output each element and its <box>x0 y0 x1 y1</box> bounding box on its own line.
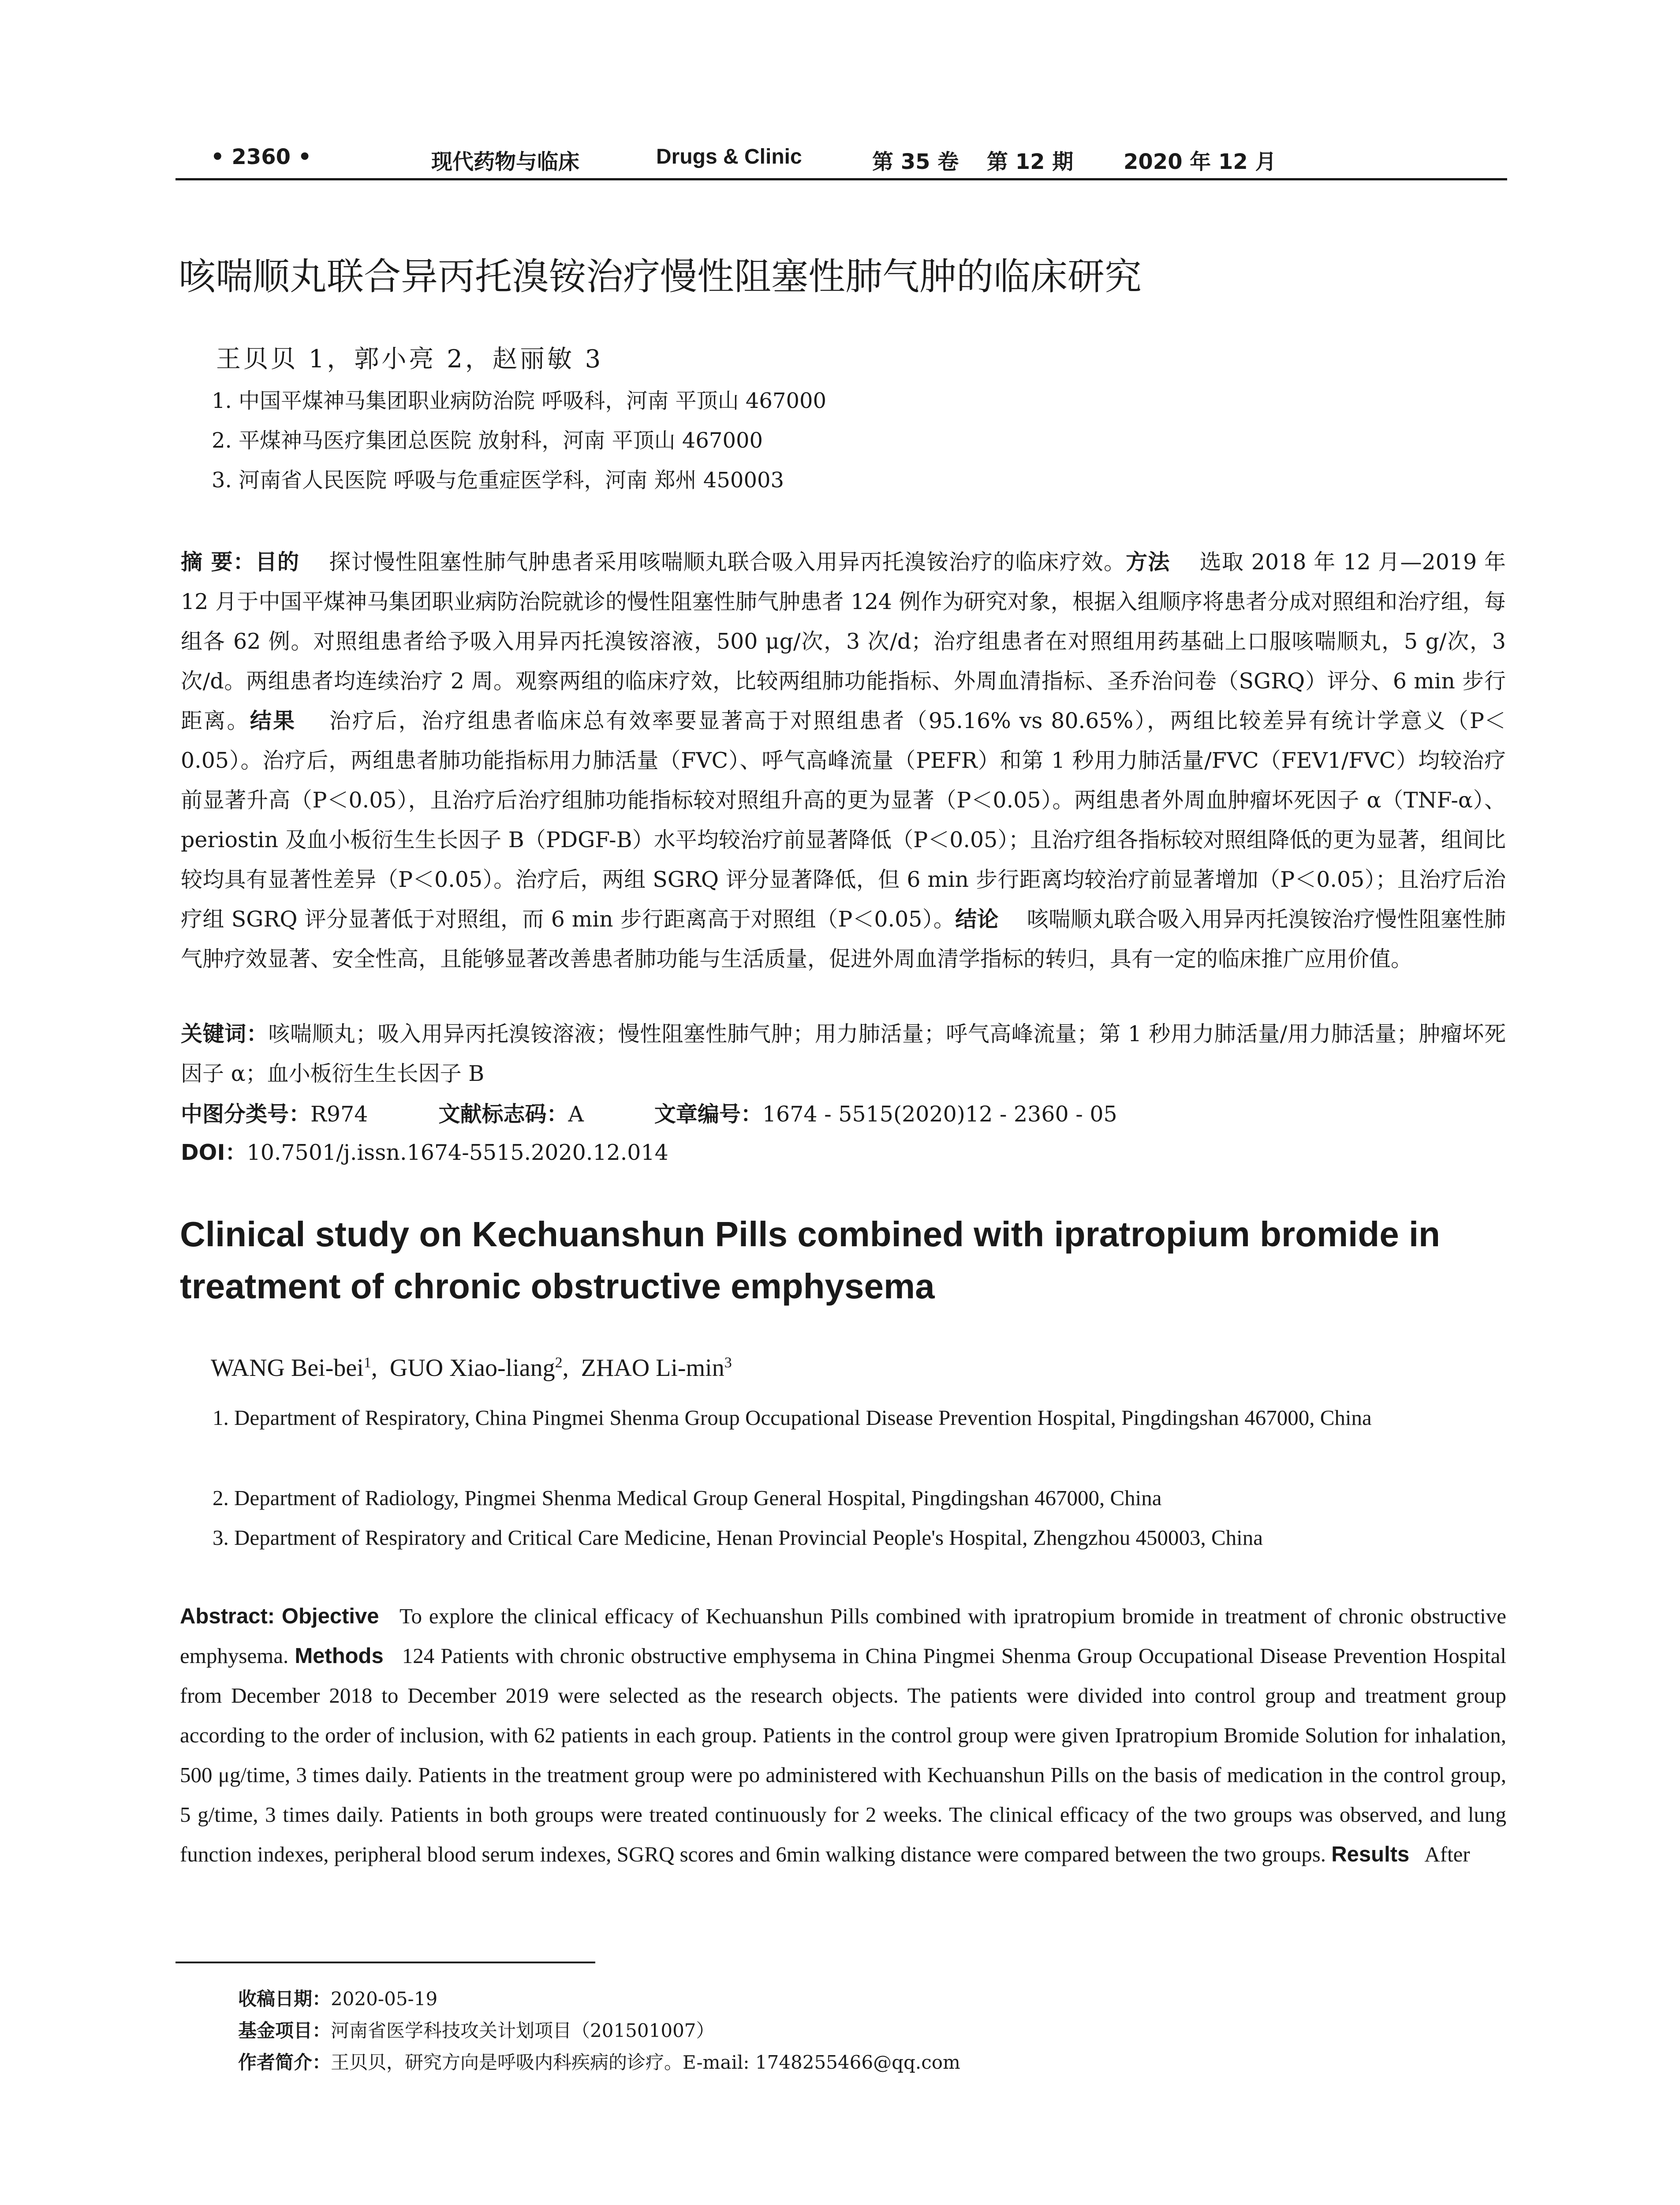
keywords-text-cn: 咳喘顺丸；吸入用异丙托溴铵溶液；慢性阻塞性肺气肿；用力肺活量；呼气高峰流量；第 1 秒用力肺活量/用力肺活量；肿瘤坏死因子 α；血小板衍生生长因子 B <box>181 1021 1506 1086</box>
doi-label: DOI： <box>181 1140 247 1165</box>
authors-en: WANG Bei-bei$^1$, GUO Xiao-liang$^2$, ZHAO $Li-\min^3$ <box>211 1354 732 1382</box>
conclusion-text-cn: 咳喘顺丸联合吸入用异丙托溴铵治疗慢性阻塞性肺气肿疗效显著、安全性高，且能够显著改善患者肺功能与生活质量，促进外周血清学指标的转归，具有一定的临床推广应用价值。 <box>181 907 1506 972</box>
doc-code-label: 文献标志码： <box>438 1102 568 1127</box>
results-label-en: Results <box>1331 1842 1410 1866</box>
author-bio-text: 王贝贝，研究方向是呼吸内科疾病的诊疗。E-mail: 1748255466@qq.com <box>331 2052 960 2073</box>
abstract-en <box>180 1596 1506 1874</box>
author-bio-label: 作者简介： <box>238 2052 331 2073</box>
doi-line <box>181 1136 668 1166</box>
header-rule <box>175 178 1507 180</box>
methods-text-cn: 选取 2018 年 12 月—2019 年 12 月于中国平煤神马集团职业病防治院就诊的慢性阻塞性肺气肿患者 124 例作为研究对象，根据入组顺序将患者分成对照组和治疗组，每组各 62 例。对照组患者给予吸入用异丙托溴铵溶液，500 μg/次，3 次/d；治疗组患者在对照组用药基础上口服咳喘顺丸，5 g/次，3 次/d。两组患者均连续治疗 2 周。观察两组的临床疗效，比较两组肺功能指标、外周血清指标、圣乔治问卷（SGRQ）评分、6 min 步行距离。 <box>181 549 1506 733</box>
objective-text-en: To explore the clinical efficacy of Kechuanshun Pills combined with ipratropium bromide in treatment of chronic obstructive emphysema. <box>180 1604 1506 1668</box>
abstract-label-en: Abstract: <box>180 1604 275 1628</box>
results-text-en: After <box>1424 1842 1470 1866</box>
keywords-label-cn: 关键词： <box>181 1021 269 1046</box>
conclusion-label-cn: 结论 <box>955 907 999 932</box>
footnote-author <box>238 2048 960 2074</box>
methods-label-en: Methods <box>295 1644 384 1668</box>
affiliation-en-1: 1. Department of Respiratory, China Pingmei Shenma Group Occupational Disease Prevention Hospital, Pingdingshan 467000, China <box>213 1405 1372 1430</box>
authors-cn: 王贝贝 1，郭小亮 2，赵丽敏 3 <box>216 345 604 374</box>
issue-date: 2020 年 12 月 <box>1124 149 1277 174</box>
abstract-label-cn: 摘 要： <box>181 549 255 575</box>
journal-name-cn: 现代药物与临床 <box>431 149 580 174</box>
author-en-3: ZHAO Li-min <box>581 1354 724 1382</box>
affiliation-en-3: 3. Department of Respiratory and Critical Care Medicine, Henan Provincial People's Hospital, Zhengzhou 450003, China <box>213 1525 1263 1550</box>
running-header <box>175 140 1507 180</box>
author-en-2-sup: 2 <box>555 1354 563 1371</box>
fund-label: 基金项目： <box>238 2020 331 2041</box>
author-en-1-sup: 1 <box>363 1354 371 1371</box>
affiliation-cn-2: 2. 平煤神马医疗集团总医院 放射科，河南 平顶山 467000 <box>212 428 763 453</box>
methods-text-en: 124 Patients with chronic obstructive emphysema in China Pingmei Shenma Group Occupational Disease Prevention Hospital from December 2018 to December 2019 were selected as the research objects. The patients were divided into control group and treatment group according to the order of inclusion, with 62 patients in each group. Patients in the control group were given Ipratropium Bromide Solution for inhalation, 500 μg/time, 3 times daily. Patients in the treatment group were po administered with Kechuanshun Pills on the basis of medication in the control group, 5 g/time, 3 times daily. Patients in both groups were treated continuously for 2 weeks. The clinical efficacy of the two groups was observed, and lung function indexes, peripheral blood serum indexes, SGRQ scores and 6min walking distance were compared between the two groups. <box>180 1644 1506 1866</box>
keywords-cn <box>181 1014 1506 1094</box>
affiliation-en-2: 2. Department of Radiology, Pingmei Shenma Medical Group General Hospital, Pingdingshan 467000, China <box>213 1486 1162 1510</box>
objective-label-cn: 目的 <box>255 549 300 575</box>
article-id-label: 文章编号： <box>654 1102 762 1127</box>
journal-name-en: Drugs & Clinic <box>656 145 802 168</box>
clc-label: 中图分类号： <box>181 1102 311 1127</box>
author-en-1: WANG Bei-bei <box>211 1354 364 1382</box>
methods-label-cn: 方法 <box>1126 549 1170 575</box>
received-label: 收稿日期： <box>238 1988 331 2010</box>
abstract-cn <box>181 542 1506 979</box>
title-en: Clinical study on Kechuanshun Pills combined with ipratropium bromide in treatment of chronic obstructive emphysema <box>180 1215 1441 1306</box>
author-en-3-sup: 3 <box>724 1354 732 1371</box>
affiliation-cn-3: 3. 河南省人民医院 呼吸与危重症医学科，河南 郑州 450003 <box>212 468 784 493</box>
objective-text-cn: 探讨慢性阻塞性肺气肿患者采用咳喘顺丸联合吸入用异丙托溴铵治疗的临床疗效。 <box>329 549 1126 575</box>
title-cn: 咳喘顺丸联合异丙托溴铵治疗慢性阻塞性肺气肿的临床研究 <box>179 255 1142 298</box>
clc-value: R974 <box>310 1102 368 1127</box>
fund-text: 河南省医学科技攻关计划项目（201501007） <box>331 2020 715 2041</box>
author-en-2: GUO Xiao-liang <box>389 1354 555 1382</box>
objective-label-en: Objective <box>281 1604 379 1628</box>
doc-code-value: A <box>568 1102 584 1127</box>
article-id-value: 1674 - 5515(2020)12 - 2360 - 05 <box>762 1102 1117 1127</box>
footnote-fund <box>238 2016 715 2043</box>
received-date: 2020-05-19 <box>331 1988 438 2010</box>
results-label-cn: 结果 <box>250 708 296 733</box>
doi-value[interactable]: 10.7501/j.issn.1674-5515.2020.12.014 <box>246 1140 668 1165</box>
footnote-rule <box>175 1962 595 1963</box>
page-number: • 2360 • <box>211 145 312 169</box>
affiliation-cn-1: 1. 中国平煤神马集团职业病防治院 呼吸科，河南 平顶山 467000 <box>212 389 827 413</box>
classification-line <box>181 1097 1188 1128</box>
results-text-cn: 治疗后，治疗组患者临床总有效率要显著高于对照组患者（95.16% vs 80.65%），两组比较差异有统计学意义（P＜0.05）。治疗后，两组患者肺功能指标用力肺活量（FVC）、呼气高峰流量（PEFR）和第 1 秒用力肺活量/FVC（FEV1/FVC）均较治疗前显著升高（P＜0.05），且治疗后治疗组肺功能指标较对照组升高的更为显著（P＜0.05）。两组患者外周血肿瘤坏死因子 α（TNF-α）、periostin 及血小板衍生生长因子 B（PDGF-B）水平均较治疗前显著降低（P＜0.05）；且治疗组各指标较对照组降低的更为显著，组间比较均具有显著性差异（P＜0.05）。治疗后，两组 SGRQ 评分显著降低，但 6 min 步行距离均较治疗前显著增加（P＜0.05）；且治疗后治疗组 SGRQ 评分显著低于对照组，而 6 min 步行距离高于对照组（P＜0.05）。 <box>181 708 1506 932</box>
issue: 第 12 期 <box>987 149 1074 174</box>
volume: 第 35 卷 <box>872 149 959 174</box>
footnote-received <box>238 1984 437 2011</box>
